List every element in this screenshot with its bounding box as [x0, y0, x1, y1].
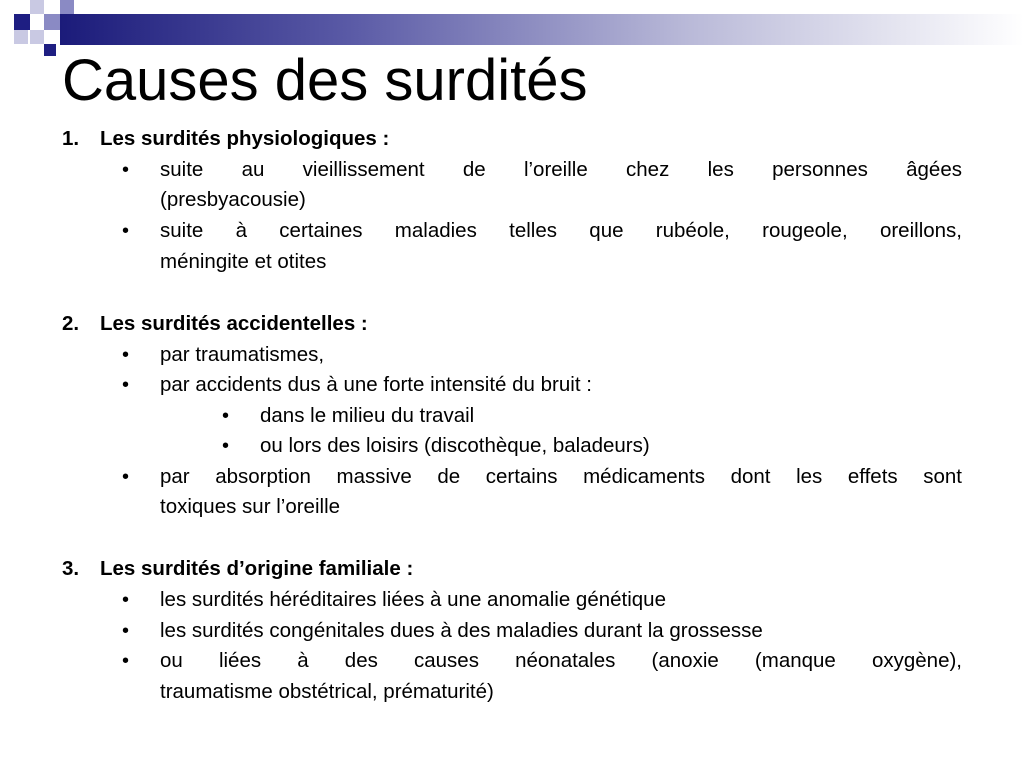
list-item-continuation: toxiques sur l’oreille	[160, 495, 341, 518]
bullet-icon: •	[122, 650, 130, 672]
section-heading	[62, 309, 368, 339]
decor-square	[14, 30, 28, 44]
list-item: par traumatismes,	[160, 343, 325, 366]
sub-list-item: dans le milieu du travail	[260, 404, 475, 427]
list-item: ou liées à des causes néonatales (anoxie (manque oxygène),	[160, 649, 962, 672]
list-item: par accidents dus à une forte intensité du bruit :	[160, 373, 592, 396]
section-heading	[62, 554, 413, 584]
bullet-icon: •	[122, 344, 130, 366]
section-title: Les surdités physiologiques :	[100, 127, 390, 150]
section-number: 1.	[62, 127, 80, 150]
sub-list-item: ou lors des loisirs (discothèque, baladeurs)	[260, 434, 650, 457]
section-title: Les surdités d’origine familiale :	[100, 557, 414, 580]
decor-square	[30, 0, 44, 14]
list-item: les surdités héréditaires liées à une anomalie génétique	[160, 588, 666, 611]
section-number: 2.	[62, 312, 80, 335]
list-item: suite à certaines maladies telles que rubéole, rougeole, oreillons,	[160, 219, 962, 242]
section-heading	[62, 124, 389, 154]
slide-title: Causes des surdités	[62, 48, 588, 113]
list-item-continuation: (presbyacousie)	[160, 188, 306, 211]
bullet-icon: •	[122, 159, 130, 181]
header-band	[60, 14, 1024, 45]
decor-square	[44, 14, 60, 30]
sub-bullet-icon: •	[222, 435, 230, 457]
section-title: Les surdités accidentelles :	[100, 312, 368, 335]
bullet-icon: •	[122, 220, 130, 242]
list-item: par absorption massive de certains médicaments dont les effets sont	[160, 465, 962, 488]
decor-square	[60, 0, 74, 14]
bullet-icon: •	[122, 466, 130, 488]
bullet-icon: •	[122, 374, 130, 396]
decor-square	[44, 44, 56, 56]
decor-square	[14, 14, 30, 30]
bullet-icon: •	[122, 620, 130, 642]
decor-square	[30, 30, 44, 44]
sub-bullet-icon: •	[222, 405, 230, 427]
bullet-icon: •	[122, 589, 130, 611]
list-item-continuation: méningite et otites	[160, 250, 327, 273]
section-number: 3.	[62, 557, 80, 580]
list-item: les surdités congénitales dues à des maladies durant la grossesse	[160, 619, 763, 642]
list-item-continuation: traumatisme obstétrical, prématurité)	[160, 680, 494, 703]
list-item: suite au vieillissement de l’oreille chez les personnes âgées	[160, 158, 962, 181]
